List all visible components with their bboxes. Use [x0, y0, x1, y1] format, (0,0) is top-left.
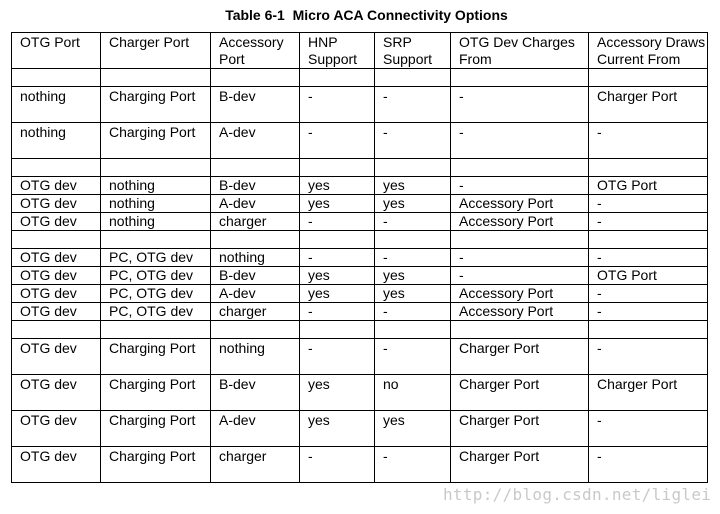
table-cell: A-dev	[211, 195, 300, 213]
column-header-otg-port: OTG Port	[12, 33, 101, 69]
table-cell	[12, 321, 101, 339]
table-cell: OTG dev	[12, 249, 101, 267]
table-cell: Charging Port	[101, 375, 211, 411]
table-cell: OTG dev	[12, 285, 101, 303]
table-row	[12, 123, 708, 159]
header-row	[12, 33, 708, 69]
table-cell: -	[375, 447, 451, 483]
table-cell: Charging Port	[101, 339, 211, 375]
table-cell: nothing	[101, 195, 211, 213]
table-row	[12, 87, 708, 123]
table-cell	[451, 231, 589, 249]
table-cell: Accessory Port	[451, 285, 589, 303]
column-header-charger-port: Charger Port	[101, 33, 211, 69]
table-cell: -	[300, 213, 375, 231]
table-cell	[300, 231, 375, 249]
table-cell: -	[375, 339, 451, 375]
table-cell	[589, 159, 708, 177]
table-cell: nothing	[12, 123, 101, 159]
table-cell: yes	[300, 375, 375, 411]
table-row	[12, 177, 708, 195]
table-cell: -	[375, 87, 451, 123]
table-cell: -	[589, 411, 708, 447]
table-cell: yes	[300, 267, 375, 285]
table-cell: OTG Port	[589, 177, 708, 195]
table-cell	[375, 321, 451, 339]
table-cell	[300, 159, 375, 177]
table-cell: -	[589, 339, 708, 375]
table-cell	[211, 69, 300, 87]
table-cell: -	[300, 447, 375, 483]
table-cell: OTG dev	[12, 195, 101, 213]
table-cell: nothing	[101, 177, 211, 195]
table-cell: yes	[300, 195, 375, 213]
table-cell: -	[375, 249, 451, 267]
table-cell: OTG dev	[12, 303, 101, 321]
spacer-row	[12, 159, 708, 177]
table-row	[12, 447, 708, 483]
table-cell	[589, 231, 708, 249]
table-cell: Charger Port	[451, 375, 589, 411]
table-cell: -	[375, 213, 451, 231]
table-cell: B-dev	[211, 177, 300, 195]
table-cell: -	[589, 303, 708, 321]
column-header-srp-support: SRP Support	[375, 33, 451, 69]
table-cell: OTG dev	[12, 375, 101, 411]
spacer-row	[12, 321, 708, 339]
table-cell: B-dev	[211, 87, 300, 123]
table-cell: A-dev	[211, 285, 300, 303]
table-cell	[451, 321, 589, 339]
column-header-hnp-support: HNP Support	[300, 33, 375, 69]
table-cell: OTG dev	[12, 411, 101, 447]
table-cell: Accessory Port	[451, 303, 589, 321]
table-cell: no	[375, 375, 451, 411]
table-cell: Charger Port	[451, 447, 589, 483]
table-cell: -	[451, 123, 589, 159]
table-cell: OTG Port	[589, 267, 708, 285]
table-cell: charger	[211, 303, 300, 321]
table-cell	[12, 159, 101, 177]
table-cell	[101, 159, 211, 177]
table-cell: Charging Port	[101, 123, 211, 159]
table-cell: -	[589, 195, 708, 213]
table-cell	[101, 69, 211, 87]
table-cell: yes	[300, 285, 375, 303]
table-row	[12, 285, 708, 303]
table-cell: yes	[300, 411, 375, 447]
table-cell: yes	[375, 267, 451, 285]
table-cell: -	[451, 267, 589, 285]
table-cell: Charging Port	[101, 411, 211, 447]
watermark-url: http://blog.csdn.net/liglei	[443, 485, 712, 504]
table-cell: nothing	[101, 213, 211, 231]
table-cell: Charging Port	[101, 447, 211, 483]
table-cell: yes	[375, 177, 451, 195]
table-cell: nothing	[211, 249, 300, 267]
table-cell: -	[451, 177, 589, 195]
column-header-otg-dev-charges-from: OTG Dev Charges From	[451, 33, 589, 69]
table-cell: Charger Port	[589, 375, 708, 411]
table-cell: -	[589, 447, 708, 483]
table-cell: B-dev	[211, 267, 300, 285]
table-cell: Accessory Port	[451, 213, 589, 231]
table-cell: yes	[375, 195, 451, 213]
table-cell	[375, 159, 451, 177]
table-cell: A-dev	[211, 411, 300, 447]
column-header-accessory-port: Accessory Port	[211, 33, 300, 69]
table-cell: OTG dev	[12, 213, 101, 231]
table-cell: -	[375, 123, 451, 159]
table-cell: Charger Port	[451, 339, 589, 375]
table-cell: B-dev	[211, 375, 300, 411]
table-cell: -	[300, 87, 375, 123]
table-cell: Charger Port	[451, 411, 589, 447]
table-cell: -	[300, 249, 375, 267]
table-cell: OTG dev	[12, 267, 101, 285]
table-cell: OTG dev	[12, 447, 101, 483]
table-row	[12, 249, 708, 267]
table-cell	[300, 69, 375, 87]
table-cell: PC, OTG dev	[101, 303, 211, 321]
table-cell: -	[589, 249, 708, 267]
table-cell: -	[300, 123, 375, 159]
table-cell	[12, 69, 101, 87]
table-row	[12, 267, 708, 285]
table-cell	[211, 159, 300, 177]
table-cell	[300, 321, 375, 339]
column-header-accessory-draws-current-from: Accessory Draws Current From	[589, 33, 708, 69]
table-cell	[589, 321, 708, 339]
table-cell: Accessory Port	[451, 195, 589, 213]
table-cell: OTG dev	[12, 339, 101, 375]
table-cell: A-dev	[211, 123, 300, 159]
table-cell: -	[589, 213, 708, 231]
table-cell: -	[300, 339, 375, 375]
spacer-row	[12, 231, 708, 249]
table-cell: PC, OTG dev	[101, 285, 211, 303]
table-row	[12, 339, 708, 375]
table-cell	[589, 69, 708, 87]
spacer-row	[12, 69, 708, 87]
table-cell	[375, 231, 451, 249]
connectivity-options-table	[11, 32, 708, 483]
table-cell	[12, 231, 101, 249]
table-cell: charger	[211, 447, 300, 483]
table-cell	[451, 69, 589, 87]
table-cell: yes	[300, 177, 375, 195]
table-cell: -	[375, 303, 451, 321]
table-row	[12, 303, 708, 321]
table-cell	[101, 321, 211, 339]
table-row	[12, 213, 708, 231]
table-cell	[211, 231, 300, 249]
table-caption: Table 6-1 Micro ACA Connectivity Options	[225, 7, 508, 23]
table-cell	[375, 69, 451, 87]
table-cell: -	[589, 123, 708, 159]
table-cell: OTG dev	[12, 177, 101, 195]
table-cell	[451, 159, 589, 177]
table-cell	[211, 321, 300, 339]
table-cell: charger	[211, 213, 300, 231]
table-row	[12, 411, 708, 447]
table-cell: PC, OTG dev	[101, 267, 211, 285]
table-cell	[101, 231, 211, 249]
table-cell: yes	[375, 411, 451, 447]
table-cell: -	[589, 285, 708, 303]
table-cell: nothing	[12, 87, 101, 123]
table-cell: Charger Port	[589, 87, 708, 123]
table-cell: -	[300, 303, 375, 321]
table-row	[12, 375, 708, 411]
table-cell: -	[451, 249, 589, 267]
table-cell: -	[451, 87, 589, 123]
table-cell: PC, OTG dev	[101, 249, 211, 267]
table-row	[12, 195, 708, 213]
table-cell: nothing	[211, 339, 300, 375]
table-cell: yes	[375, 285, 451, 303]
table-cell: Charging Port	[101, 87, 211, 123]
